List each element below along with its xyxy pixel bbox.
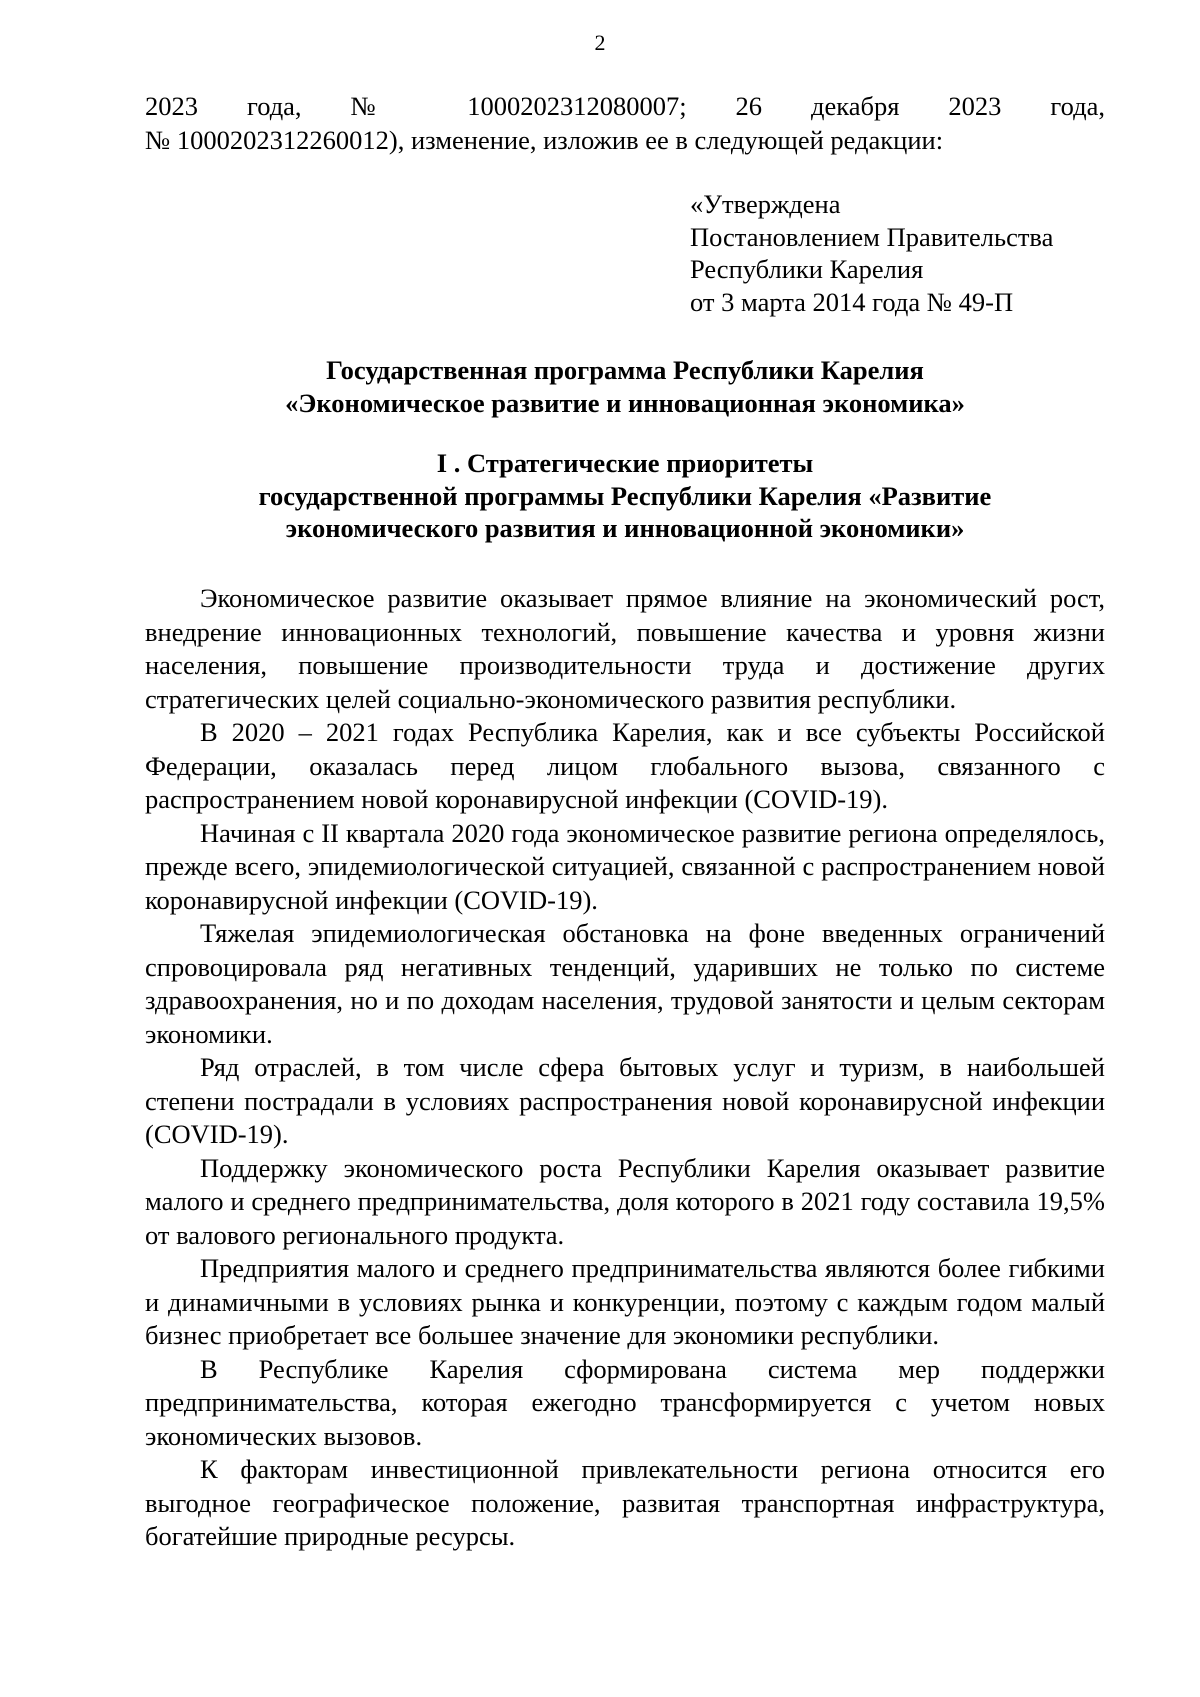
approval-block — [690, 188, 1053, 318]
paragraph: Тяжелая эпидемиологическая обстановка на фоне введенных ограничений спровоцировала ряд негативных тенденций, ударивших не только по системе здравоохранения, но и по доходам населения, трудовой занятости и целым секторам экономики. — [145, 918, 1105, 1049]
approval-line: Постановлением Правительства — [690, 221, 1054, 252]
approval-line: от 3 марта 2014 года № 49-П — [690, 286, 1014, 317]
section-title-line: государственной программы Республики Карелия «Развитие — [258, 480, 992, 511]
paragraph: Экономическое развитие оказывает прямое влияние на экономический рост, внедрение инновационных технологий, повышение качества и уровня жизни населения, повышение производительности труда и достижение других стратегических целей социально-экономического развития республики. — [145, 583, 1105, 714]
section-title-line: экономического развития и инновационной экономики» — [285, 513, 965, 543]
approval-line: Республики Карелия — [690, 254, 924, 284]
intro-text — [145, 90, 1105, 157]
paragraph: Предприятия малого и среднего предпринимательства являются более гибкими и динамичными в условиях рынка и конкуренции, поэтому с каждым годом малый бизнес приобретает все большее значение для экономики республики. — [145, 1253, 1105, 1350]
section-title — [145, 447, 1105, 545]
section-title-line: I . Стратегические приоритеты — [436, 448, 814, 478]
paragraph: Начиная с II квартала 2020 года экономическое развитие региона определялось, прежде всего, эпидемиологической ситуацией, связанной с распространением новой коронавирусной инфекции (COVID-19). — [145, 817, 1105, 915]
page-number: 2 — [594, 30, 606, 55]
approval-line: «Утверждена — [690, 189, 841, 219]
program-title-line: «Экономическое развитие и инновационная экономика» — [285, 387, 965, 418]
program-title-line: Государственная программа Республики Карелия — [326, 355, 924, 385]
main-text — [145, 582, 1105, 1554]
paragraph: В 2020 – 2021 годах Республика Карелия, как и все субъекты Российской Федерации, оказалась перед лицом глобального вызова, связанного с распространением новой коронавирусной инфекции (COVID-19). — [145, 717, 1105, 814]
paragraph: Поддержку экономического роста Республики Карелия оказывает развитие малого и среднего предпринимательства, доля которого в 2021 году составила 19,5% от валового регионального продукта. — [145, 1152, 1105, 1250]
intro-line: 2023 года, № 1000202312080007; 26 декабря 2023 года, — [145, 91, 1105, 121]
paragraph: Ряд отраслей, в том числе сфера бытовых услуг и туризм, в наибольшей степени пострадали в условиях распространения новой коронавирусной инфекции (COVID-19). — [145, 1052, 1105, 1149]
paragraph: В Республике Карелия сформирована система мер поддержки предпринимательства, которая ежегодно трансформируется с учетом новых экономических вызовов. — [145, 1353, 1105, 1451]
paragraph: К факторам инвестиционной привлекательности региона относится его выгодное географическое положение, развитая транспортная инфраструктура, богатейшие природные ресурсы. — [145, 1454, 1105, 1551]
intro-line: № 1000202312260012), изменение, изложив ее в следующей редакции: — [145, 124, 944, 155]
program-title — [145, 354, 1105, 419]
